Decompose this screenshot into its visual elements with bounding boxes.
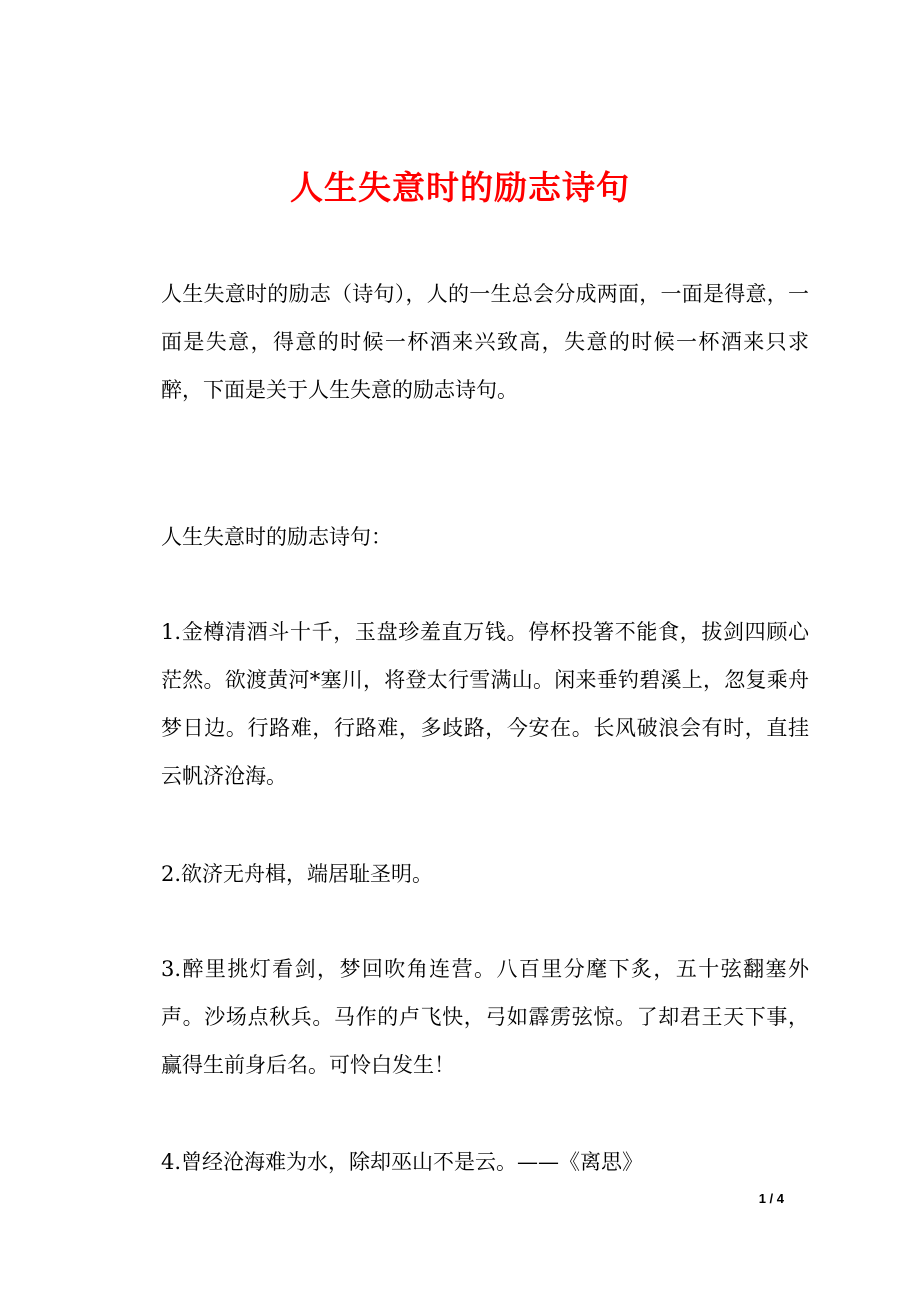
section-heading: 人生失意时的励志诗句： xyxy=(161,525,392,549)
poem-item-1: 1.金樽清酒斗十千，玉盘珍羞直万钱。停杯投箸不能食，拔剑四顾心茫然。欲渡黄河*塞川，将登太行雪满山。闲来垂钓碧溪上，忽复乘舟梦日边。行路难，行路难，多歧路，今安在。长风破浪会有时，直挂云帆济沧海。 xyxy=(161,620,809,788)
page-number: 1 / 4 xyxy=(758,1191,784,1206)
document-title: 人生失意时的励志诗句 xyxy=(290,168,630,208)
poem-item-4: 4.曾经沧海难为水，除却巫山不是云。——《离思》 xyxy=(161,1150,644,1174)
poem-item-2: 2.欲济无舟楫，端居耻圣明。 xyxy=(161,862,434,886)
intro-paragraph: 人生失意时的励志（诗句），人的一生总会分成两面，一面是得意，一面是失意，得意的时候一杯酒来兴致高，失意的时候一杯酒来只求醉，下面是关于人生失意的励志诗句。 xyxy=(161,282,809,402)
poem-item-3: 3.醉里挑灯看剑，梦回吹角连营。八百里分麾下炙，五十弦翻塞外声。沙场点秋兵。马作的卢飞快，弓如霹雳弦惊。了却君王天下事，赢得生前身后名。可怜白发生！ xyxy=(161,957,809,1077)
